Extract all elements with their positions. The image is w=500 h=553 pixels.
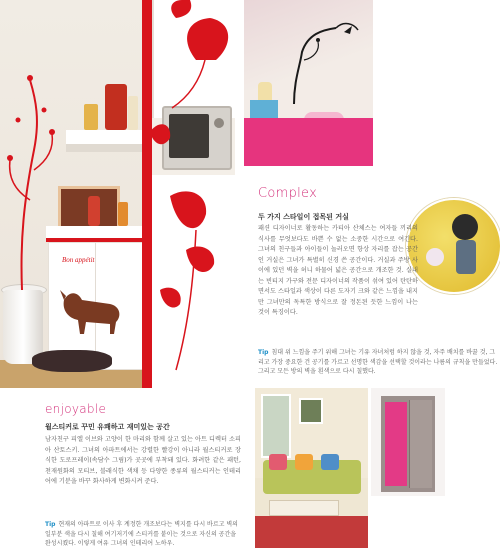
wardrobe-photo <box>371 388 445 496</box>
dolls-photo <box>406 198 500 294</box>
tip-complex <box>258 348 498 377</box>
living-room-photo <box>255 388 368 548</box>
section-body-complex: 패션 디자이너로 활동하는 카티아 산체스는 여자들 끼리의 식사를 무엇보다도 바쁜 수 없는 소중한 시간으로 여긴다. 그녀의 친구들과 아이들이 놀러오면 항상 자리를 잡는 공간인 거실은 그녀가 특별히 신경 쓴 공간이다. 거실과 주방 사이에 있던 벽을 허니 하물어 넓은 공간으로 개조한 것. 실내는 빈티지 가구와 전문 디자이너의 작품이 섞여 있어 탄탄하면서도 스타일과 색상이 다른 도자기 크와 같은 느낌을 내지만 그녀만의 독특한 방식으로 잘 정돈된 듯한 느낌이 나는 것이 특징이다. <box>258 225 418 316</box>
section-title-enjoyable: enjoyable <box>45 402 107 416</box>
svg-text:Bon appétit: Bon appétit <box>62 256 95 264</box>
tip-enjoyable <box>45 520 241 549</box>
tip-text: 침대 위 느낌을 주기 위해 그녀는 기유 자녀처럼 하지 않을 것, 자주 배치를 바꿀 것, 그리고 가장 중요한 건 공기를 가르고 선명한 색감을 선택할 것이라는 나름의 규칙을 만들었다. 그리고 모든 방의 벽을 흰색으로 다시 칠했다. <box>258 349 498 375</box>
section-headline-enjoyable: 월스티커로 꾸민 유쾌하고 재미있는 공간 <box>45 423 170 431</box>
section-body-enjoyable: 남자친구 피엘 이브와 고양이 한 마리와 함께 살고 있는 아트 디렉터 소피아 산토스키. 그녀의 아파트에서는 강렬한 빨강이 아니라 월스티커로 장식한 도로프레이(속담수 그림)가 곳곳에 부착돼 있다. 화려한 같은 패턴, 천재원화의 모티브, 블래식한 색채 등 다양한 종류의 월스티커는 인테리어에 기분을 바꾸 화사하게 변화시켜 준다. <box>45 436 241 485</box>
floral-wall-sticker-decoration <box>0 0 235 388</box>
tip-text: 현재의 아파트로 이사 후 계정한 개조보다는 벽지를 다시 바르고 벽의 일부분 색을 다시 칠해 여기저기에 스티커를 붙이는 것으로 자신의 공간을 완성시켰다. 이렇게 여유 그녀의 인테리어 노하우. <box>45 521 238 547</box>
tip-label: Tip <box>258 349 269 356</box>
headboard-wall-sticker <box>244 0 373 166</box>
bedroom-photo <box>244 0 373 166</box>
section-title-complex: Complex <box>258 186 318 201</box>
section-headline-complex: 두 가지 스타일이 접목된 거실 <box>258 213 349 221</box>
kitchen-photo <box>0 0 235 388</box>
tip-label: Tip <box>45 521 56 528</box>
